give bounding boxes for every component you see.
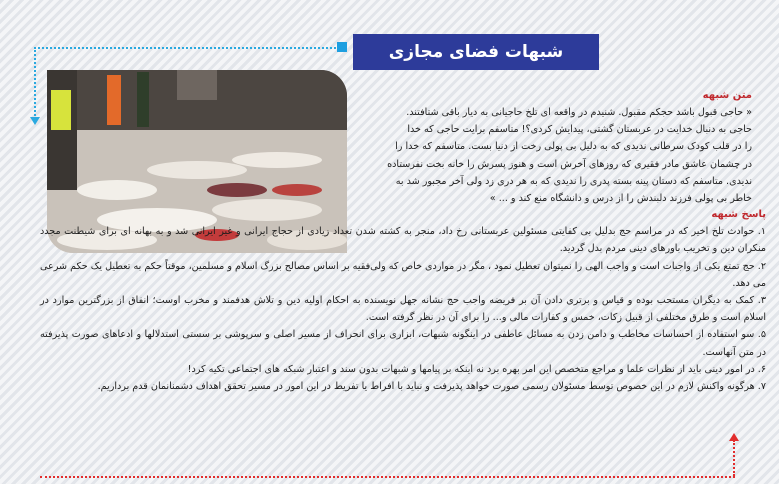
arrow-down-icon	[30, 117, 40, 125]
decorative-dotted-line-right	[733, 440, 735, 476]
decorative-dotted-line-left	[34, 47, 36, 119]
answer-item: ۵. سو استفاده از احساسات مخاطب و دامن زدن به مسائل عاطفی در اینگونه شبهات، ابزاری برای انحراف از مسیر اصلی و سرپوشی بر سستی استدلالها و ادعاهای صورت پذیرفته در متن آنهاست.	[40, 329, 766, 358]
decorative-dotted-line-bottom	[40, 476, 735, 478]
page-title	[353, 34, 599, 70]
main-content	[40, 88, 766, 468]
page-title-text: شبهات فضای مجازی	[388, 42, 564, 62]
answer-item: ۶. در امور دینی باید از نظرات علما و مراجع متخصص این امر بهره برد نه اینکه بر پیامها و شبهات بدون سند و اعتبار شبکه های اجتماعی تکیه کرد!	[187, 363, 766, 375]
answer-item: ۱. حوادث تلخ اخیر که در مراسم حج بدلیل بی کفایتی مسئولین عربستانی رخ داد، منجر به کشته شدن تعداد زیادی از حجاج ایرانی و غیر ایرانی شد و به بهانه ای برای شیطنت مجدد منکران دین و تخریب باورهای دینی مردم بدل گردید.	[40, 226, 766, 255]
answer-item: ۲. حج تمتع یکی از واجبات است و واجب الهی را نمیتوان تعطیل نمود ، مگر در مواردی خاص که ولی‌فقیه بر اساس مصالح بزرگ اسلام و مسلمین، موقتاً حکم به تعطیل یک حکم شرعی می دهد.	[40, 260, 766, 289]
question-line: حاجی به دنبال خدایت در عربستان گشتی، پیدایش کردی؟! متاسفم برایت حاجی که خدا	[407, 124, 752, 136]
question-text	[354, 104, 752, 207]
answer-list	[40, 223, 766, 395]
question-heading: متن شبهه	[702, 90, 752, 101]
answer-heading: پاسخ شبهه	[711, 209, 766, 221]
answer-item: ۳. کمک به دیگران مستحب بوده و قیاس و برتری دادن آن بر فریضه واجب حج نشانه جهل نویسنده به احکام اولیه دین و تلاش هدفمند و مخرب اوست؛ انفاق از بزرگترین موارد در اسلام است و طرق مختلفی از قبیل زکات، خمس و کفارات مالی و... را برای آن در نظر گرفته است.	[40, 295, 766, 324]
answer-item: ۷. هرگونه واکنش لازم در این خصوص توسط مسئولان رسمی صورت خواهد پذیرفت و نباید با افراط یا تفریط در این امور در مسیر تحقق اهداف دشمنانمان قدم برداریم.	[97, 381, 766, 393]
question-line: ندیدی. متاسفم که دستان پینه بسته پدری را ندیدی که به هر دری زد ولی آخر مجبور شد به	[395, 175, 752, 187]
decorative-dotted-line-top	[34, 47, 340, 49]
question-line: « حاجی قبول باشد حجکم مقبول. شنیدم در واقعه ای تلخ حاجیانی به دیار باقی شتافتند.	[406, 107, 752, 118]
square-bullet-icon	[337, 42, 347, 52]
answer-section	[40, 207, 766, 395]
question-line: در چشمان عاشق مادر فقیری که روزهای آخرش است و هنوز پسرش را خانه بخت نفرستاده	[387, 158, 752, 170]
question-line: را در قلب کودک سرطانی ندیدی که به دلیل بی پولی رخت از دنیا بست. متاسفم که خدا را	[395, 141, 752, 153]
question-line: خاطر بی پولی فرزند دلبندش را از درس و دانشگاه منع کند و ... »	[489, 193, 752, 205]
question-section	[354, 88, 752, 207]
